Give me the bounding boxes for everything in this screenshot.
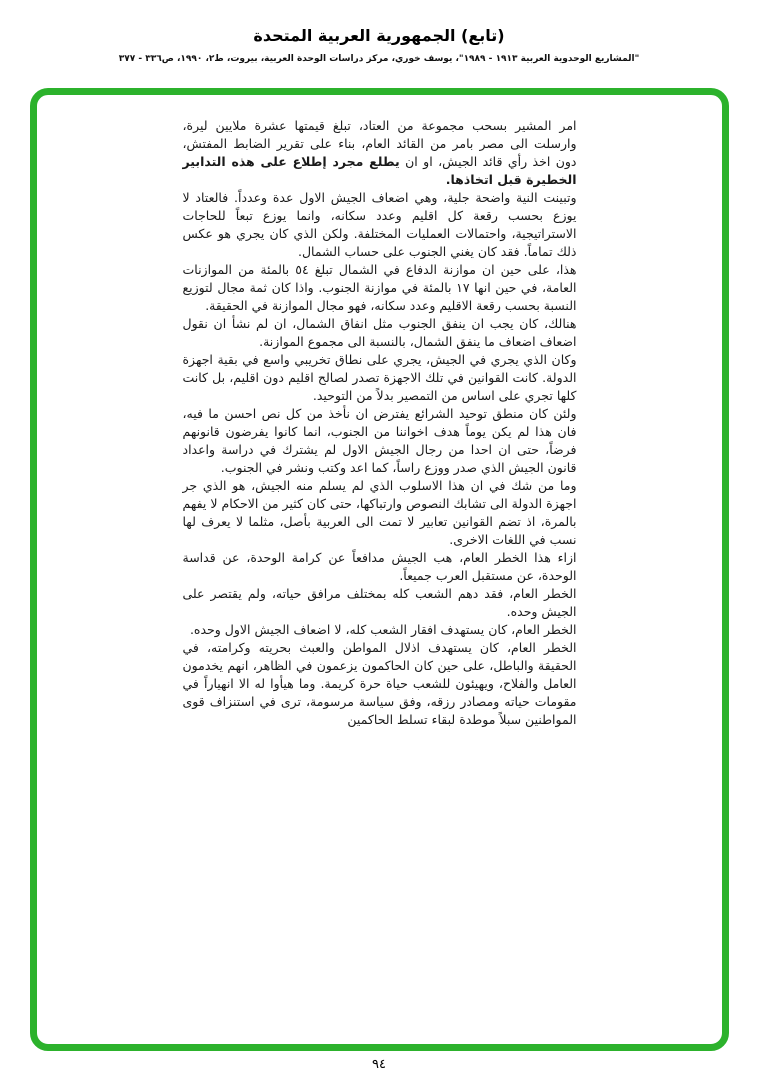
paragraph [183,639,577,729]
paragraph [183,315,577,351]
paragraph-text: وما من شك في ان هذا الاسلوب الذي لم يسلم منه الجيش، هو الذي جر اجهزة الدولة الى تشابك النصوص وارتباكها، حتى كان كثير من الاحكام لا يفهم بالمرة، اذ تضم القوانين تعابير لا تمت الى العربية بأصل، مثلما لا يعرف لها نسب في اللغات الاخرى. [182,478,577,547]
paragraph [183,585,577,621]
paragraph-text: الخطر العام، كان يستهدف اذلال المواطن والعبث بحريته وكرامته، في الحقيقة والباطل، على حين كان الحاكمون يزعمون في الظاهر، انهم يخدمون العامل والفلاح، ويهيئون للشعب حياة حرة كريمة. وما هيأوا له الا انهياراً في مقومات حياته ومصادر رزقه، وفق سياسة مرسومة، ترى في استنزاف قوى المواطنين سبلاً موطدة لبقاء تسلط الحاكمين [182,640,577,727]
paragraph-text: هنالك، كان يجب ان ينفق الجنوب مثل انفاق الشمال، ان لم نشأ ان نقول اضعاف اضعاف ما ينفق الشمال، بالنسبة الى مجموع الموازنة. [182,316,577,349]
paragraph [183,189,577,261]
text-column [183,117,577,729]
paragraph [183,477,577,549]
paragraph [183,351,577,405]
paragraph-text: ولئن كان منطق توحيد الشرائع يفترض ان نأخذ من كل نص احسن ما فيه، فان هذا لم يكن يوماً هدف اخواننا من الجنوب، انما كانوا يفرضون قانونهم فرضاً، حتى ان احدا من رجال الجيش الاول لم يشترك في دراسة واعداد قانون الجيش الذي صدر ووزع راساً، كما اعد وكتب ونشر في الجنوب. [182,406,577,475]
paragraph [183,117,577,189]
paragraph-text: امر المشير بسحب مجموعة من العتاد، تبلغ قيمتها عشرة ملايين ليرة، وارسلت الى مصر بامر من القائد العام، بناء على تقرير الضابط المفتش، دون اخذ رأي قائد الجيش، او ان [182,118,577,169]
paragraph-text: هذا، على حين ان موازنة الدفاع في الشمال تبلغ ٥٤ بالمئة من الموازنات العامة، في حين انها ١٧ بالمئة في موازنة الجنوب. واذا كان ثمة مجال لتوزيع النسبة بحسب رقعة الاقليم وعدد سكانه، فهو مجال الموازنة في الحقيقة. [182,262,577,313]
source-citation: "المشاريع الوحدوية العربية ١٩١٣ - ١٩٨٩"، يوسف خوري، مركز دراسات الوحدة العربية، بيروت، ط٢، ١٩٩٠، ص٣٣٦ - ٣٧٧ [118,54,640,64]
paragraph-text: وتبينت النية واضحة جلية، وهي اضعاف الجيش الاول عدة وعدداً. فالعتاد لا يوزع بحسب رقعة كل اقليم وعدد سكانه، وانما يوزع تبعاً للحاجات الاستراتيجية، واحتمالات العمليات المختلفة. ولكن الذي كان يجري هو عكس ذلك تماماً. فقد كان يغني الجنوب على حساب الشمال. [182,190,577,259]
paragraph [183,549,577,585]
paragraph-text: ازاء هذا الخطر العام، هب الجيش مدافعاً عن كرامة الوحدة، عن قداسة الوحدة، عن مستقبل العرب جميعاً. [182,550,577,583]
paragraph [183,261,577,315]
page-title: (تابع) الجمهورية العربية المتحدة [253,26,505,45]
paragraph [183,621,577,639]
page-number: ٩٤ [372,1057,386,1072]
paragraph [183,405,577,477]
paragraph-text: الخطر العام، فقد دهم الشعب كله بمختلف مرافق حياته، ولم يقتصر على الجيش وحده. [182,586,577,619]
paragraph-emphasis: يطلع مجرد إطلاع على هذه التدابير الخطيرة قبل اتخاذها. [182,154,577,187]
paragraph-text: وكان الذي يجري في الجيش، يجري على نطاق تخريبي واسع في بقية اجهزة الدولة. كانت القوانين في تلك الاجهزة تصدر لصالح اقليم دون اقليم، بل كانت كلها تجري على اساس من التمصير بدلاً من التوحيد. [182,352,577,403]
page-header [0,26,758,64]
paragraph-text: الخطر العام، كان يستهدف افقار الشعب كله، لا اضعاف الجيش الاول وحده. [189,622,577,637]
content-border-box [30,88,729,1051]
